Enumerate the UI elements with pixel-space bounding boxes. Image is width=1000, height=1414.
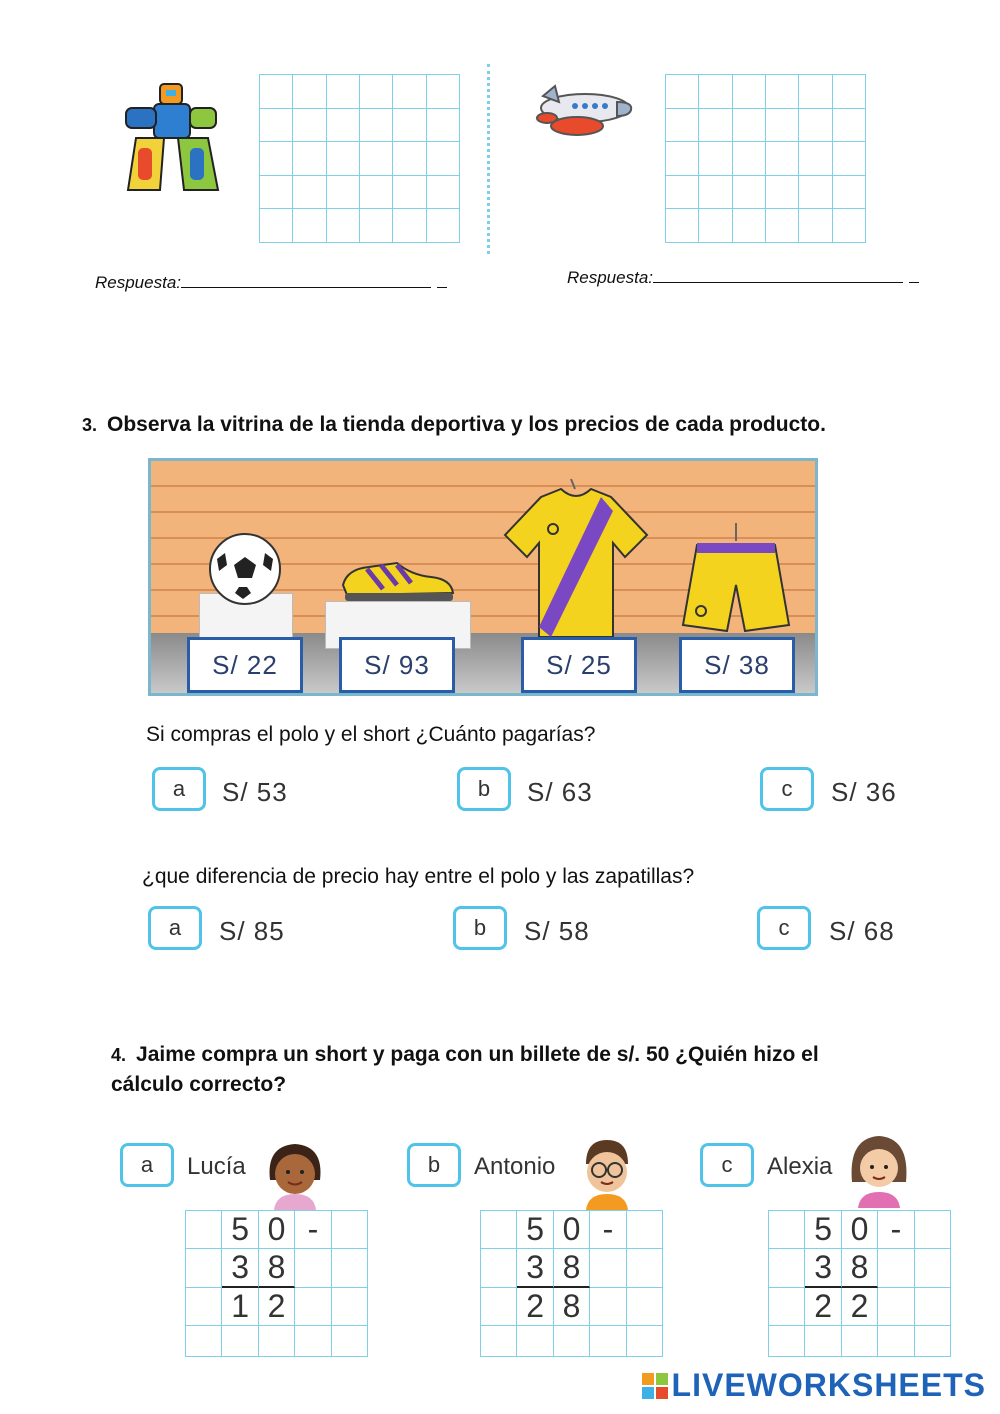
- soccer-ball-icon: [207, 531, 283, 607]
- option-3a-b-button[interactable]: b: [457, 767, 511, 811]
- option-3b-a-value: S/ 85: [219, 916, 285, 946]
- option-3a-c-button[interactable]: c: [760, 767, 814, 811]
- question-3-title: [82, 413, 826, 437]
- digit-cell: 3: [222, 1249, 258, 1288]
- sneakers-icon: [339, 549, 457, 607]
- airplane-toy-image: [533, 80, 637, 146]
- answer-line-left[interactable]: [95, 271, 447, 293]
- digit-cell: 1: [222, 1288, 258, 1326]
- option-3b-b-value: S/ 58: [524, 916, 590, 946]
- digit-cell: 8: [842, 1249, 878, 1288]
- digit-cell: 8: [554, 1249, 590, 1288]
- price-tag-shorts: S/ 38: [679, 637, 795, 693]
- option-3b-a-button[interactable]: a: [148, 906, 202, 950]
- digit-cell: 8: [259, 1249, 295, 1288]
- digit-cell: 0: [554, 1211, 590, 1249]
- respuesta-label: Respuesta:: [567, 268, 653, 287]
- digit-cell: 2: [517, 1288, 553, 1326]
- boy-avatar-icon: [574, 1136, 640, 1210]
- option-3a-b-value: S/ 63: [527, 777, 593, 807]
- logo-text: LIVEWORKSHEETS: [671, 1367, 986, 1403]
- option-3b-c-button[interactable]: c: [757, 906, 811, 950]
- liveworksheets-mark-icon: [642, 1373, 668, 1399]
- answer-line-right[interactable]: [567, 266, 919, 288]
- minus-sign: -: [878, 1211, 914, 1249]
- sports-shop-window: [148, 458, 818, 696]
- digit-cell: 0: [259, 1211, 295, 1249]
- digit-cell: 5: [222, 1211, 258, 1249]
- option-4-b-button[interactable]: b: [407, 1143, 461, 1187]
- dotted-divider: [487, 64, 490, 254]
- digit-cell: 5: [517, 1211, 553, 1249]
- option-3a-a-value: S/ 53: [222, 777, 288, 807]
- minus-sign: -: [295, 1211, 331, 1249]
- girl-avatar-icon: [262, 1140, 328, 1210]
- price-tag-ball: S/ 22: [187, 637, 303, 693]
- digit-cell: 5: [805, 1211, 841, 1249]
- option-3a-a-button[interactable]: a: [152, 767, 206, 811]
- yellow-shorts-icon: [681, 521, 791, 637]
- option-3b-b-button[interactable]: b: [453, 906, 507, 950]
- question-number: 3.: [82, 415, 98, 435]
- question-number: 4.: [111, 1045, 127, 1065]
- girl-avatar-icon: [846, 1132, 912, 1208]
- digit-cell: 3: [805, 1249, 841, 1288]
- yellow-shirt-icon: [501, 477, 651, 637]
- digit-cell: 2: [842, 1288, 878, 1326]
- answer-grid-left[interactable]: [259, 74, 460, 243]
- minus-sign: -: [590, 1211, 626, 1249]
- option-3b-c-value: S/ 68: [829, 916, 895, 946]
- option-4-a-button[interactable]: a: [120, 1143, 174, 1187]
- question-text-line2: cálculo correcto?: [111, 1073, 287, 1096]
- question-text-line1: Jaime compra un short y paga con un billete de s/. 50 ¿Quién hizo el: [136, 1043, 819, 1066]
- option-3a-c-value: S/ 36: [831, 777, 897, 807]
- subtraction-grid-c[interactable]: [768, 1210, 951, 1357]
- question-3a-text: Si compras el polo y el short ¿Cuánto pagarías?: [146, 723, 596, 746]
- question-text: Observa la vitrina de la tienda deportiva y los precios de cada producto.: [107, 413, 826, 436]
- price-tag-shirt: S/ 25: [521, 637, 637, 693]
- person-name-antonio: Antonio: [474, 1153, 556, 1180]
- subtraction-grid-b[interactable]: [480, 1210, 663, 1357]
- digit-cell: 2: [259, 1288, 295, 1326]
- answer-grid-right[interactable]: [665, 74, 866, 243]
- liveworksheets-logo: [642, 1367, 986, 1404]
- digit-cell: 2: [805, 1288, 841, 1326]
- question-3b-text: ¿que diferencia de precio hay entre el polo y las zapatillas?: [142, 865, 695, 888]
- digit-cell: 0: [842, 1211, 878, 1249]
- person-name-alexia: Alexia: [767, 1153, 833, 1180]
- person-name-lucia: Lucía: [187, 1153, 246, 1180]
- subtraction-grid-a[interactable]: [185, 1210, 368, 1357]
- price-tag-shoes: S/ 93: [339, 637, 455, 693]
- question-4-title: [111, 1040, 819, 1099]
- robot-toy-image: [120, 78, 225, 200]
- option-4-c-button[interactable]: c: [700, 1143, 754, 1187]
- digit-cell: 8: [554, 1288, 590, 1326]
- respuesta-label: Respuesta:: [95, 273, 181, 292]
- digit-cell: 3: [517, 1249, 553, 1288]
